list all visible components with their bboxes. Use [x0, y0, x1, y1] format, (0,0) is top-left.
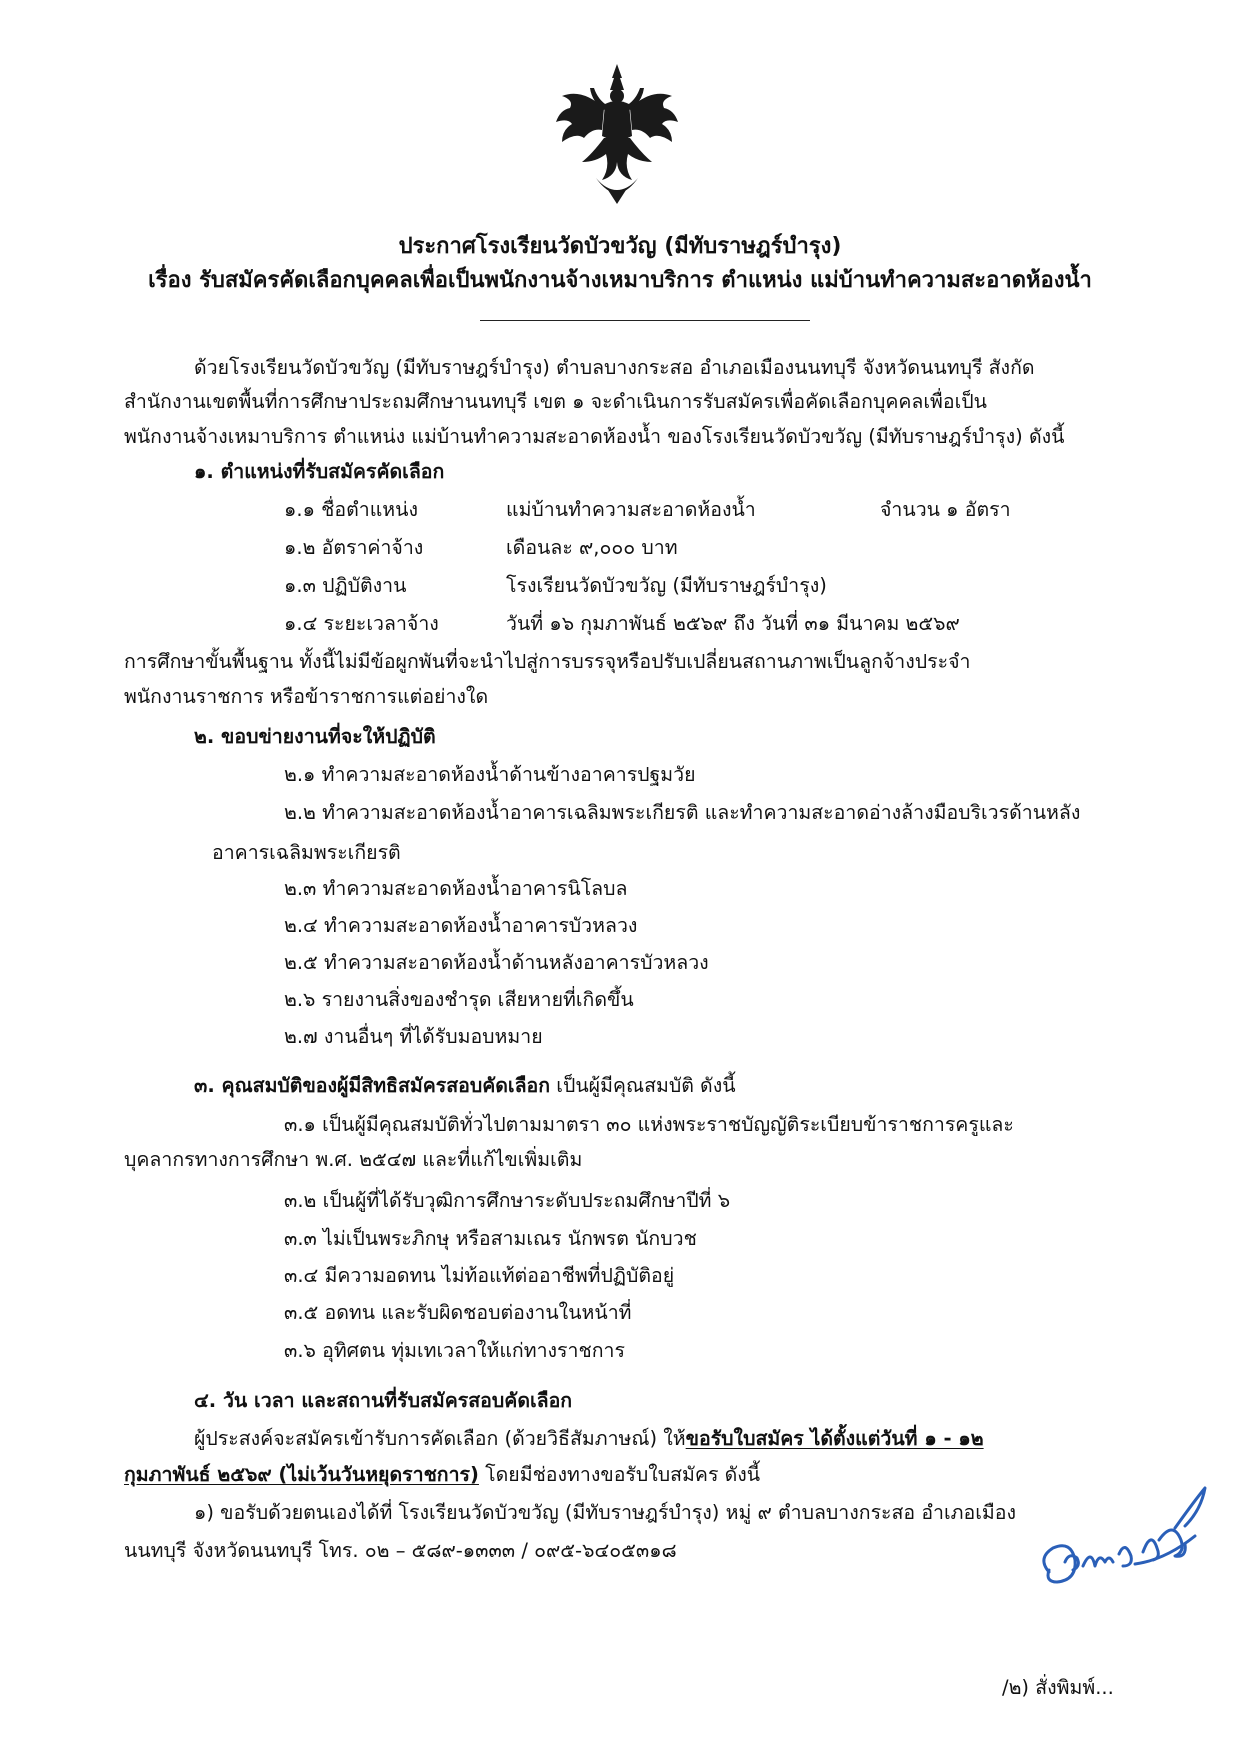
duty-item: ๒.๕ ทำความสะอาดห้องน้ำด้านหลังอาคารบัวหลวง — [284, 951, 709, 974]
wage-label: ๑.๒ อัตราค่าจ้าง — [284, 536, 424, 559]
section3-heading-line — [194, 1073, 736, 1099]
section4-heading: ๔. วัน เวลา และสถานที่รับสมัครสอบคัดเลือก — [194, 1389, 573, 1412]
section3-heading-tail: เป็นผู้มีคุณสมบัติ ดังนี้ — [550, 1074, 736, 1097]
qualification-item: ๓.๑ เป็นผู้มีคุณสมบัติทั่วไปตามมาตรา ๓๐ แห่งพระราชบัญญัติระเบียบข้าราชการครูและ — [284, 1113, 1014, 1136]
intro-line-2: สำนักงานเขตพื้นที่การศึกษาประถมศึกษานนทบุรี เขต ๑ จะดำเนินการรับสมัครเพื่อคัดเลือกบุคคลเพื่อเป็น — [124, 390, 987, 413]
duty-item: ๒.๒ ทำความสะอาดห้องน้ำอาคารเฉลิมพระเกียรติ และทำความสะอาดอ่างล้างมือบริเวรด้านหลัง — [284, 801, 1081, 824]
garuda-emblem — [552, 58, 682, 208]
qualification-item-continued: บุคลากรทางการศึกษา พ.ศ. ๒๕๔๗ และที่แก้ไขเพิ่มเติม — [124, 1148, 583, 1171]
duty-item: ๒.๗ งานอื่นๆ ที่ได้รับมอบหมาย — [284, 1025, 543, 1048]
next-page-marker: /๒) สั่งพิมพ์... — [1002, 1676, 1114, 1699]
position-name-label: ๑.๑ ชื่อตำแหน่ง — [284, 498, 418, 521]
qualification-item: ๓.๓ ไม่เป็นพระภิกษุ หรือสามเณร นักพรต นักบวช — [284, 1227, 697, 1250]
wage-value: เดือนละ ๙,๐๐๐ บาท — [506, 536, 678, 559]
duty-item: ๒.๔ ทำความสะอาดห้องน้ำอาคารบัวหลวง — [284, 914, 638, 937]
intro-line-1: ด้วยโรงเรียนวัดบัวขวัญ (มีทับราษฎร์บำรุง) ตำบลบางกระสอ อำเภอเมืองนนทบุรี จังหวัดนนทบุรี สังกัด — [194, 356, 1035, 379]
section2-heading: ๒. ขอบข่ายงานที่จะให้ปฏิบัติ — [194, 725, 436, 748]
section1-note-line-1: การศึกษาขั้นพื้นฐาน ทั้งนี้ไม่มีข้อผูกพันที่จะนำไปสู่การบรรจุหรือปรับเปลี่ยนสถานภาพเป็นลูกจ้างประจำ — [124, 650, 971, 673]
section1-note-line-2: พนักงานราชการ หรือข้าราชการแต่อย่างใด — [124, 685, 489, 708]
duty-item: ๒.๑ ทำความสะอาดห้องน้ำด้านข้างอาคารปฐมวัย — [284, 763, 696, 786]
position-name-value: แม่บ้านทำความสะอาดห้องน้ำ — [506, 498, 756, 521]
qualification-item: ๓.๕ อดทน และรับผิดชอบต่องานในหน้าที่ — [284, 1301, 632, 1324]
application-dates-emphasis: ขอรับใบสมัคร ได้ตั้งแต่วันที่ ๑ - ๑๒ — [685, 1427, 984, 1450]
application-text: ผู้ประสงค์จะสมัครเข้ารับการคัดเลือก (ด้วยวิธีสัมภาษณ์) ให้ — [194, 1427, 686, 1450]
application-channel-text: โดยมีช่องทางขอรับใบสมัคร ดังนี้ — [478, 1463, 761, 1486]
duty-item-continued: อาคารเฉลิมพระเกียรติ — [212, 841, 401, 864]
channel-item-continued: นนทบุรี จังหวัดนนทบุรี โทร. ๐๒ – ๕๘๙-๑๓๓๓ / ๐๙๕-๖๔๐๕๓๑๘ — [124, 1539, 677, 1562]
workplace-value: โรงเรียนวัดบัวขวัญ (มีทับราษฎร์บำรุง) — [506, 574, 827, 597]
qualification-item: ๓.๖ อุทิศตน ทุ่มเทเวลาให้แก่ทางราชการ — [284, 1339, 625, 1362]
workplace-label: ๑.๓ ปฏิบัติงาน — [284, 574, 407, 597]
position-count: จำนวน ๑ อัตรา — [880, 498, 1011, 521]
application-paragraph-line-2 — [124, 1462, 760, 1488]
qualification-item: ๓.๔ มีความอดทน ไม่ท้อแท้ต่ออาชีพที่ปฏิบัติอยู่ — [284, 1264, 675, 1287]
section3-heading: ๓. คุณสมบัติของผู้มีสิทธิสมัครสอบคัดเลือก — [194, 1074, 551, 1097]
duty-item: ๒.๓ ทำความสะอาดห้องน้ำอาคารนิโลบล — [284, 877, 628, 900]
period-label: ๑.๔ ระยะเวลาจ้าง — [284, 612, 439, 635]
duty-item: ๒.๖ รายงานสิ่งของชำรุด เสียหายที่เกิดขึ้น — [284, 988, 634, 1011]
intro-line-3: พนักงานจ้างเหมาบริการ ตำแหน่ง แม่บ้านทำความสะอาดห้องน้ำ ของโรงเรียนวัดบัวขวัญ (มีทับราษฎร์บำรุง) ดังนี้ — [124, 425, 1065, 448]
title-divider — [480, 320, 810, 321]
section1-heading: ๑. ตำแหน่งที่รับสมัครคัดเลือก — [194, 460, 445, 483]
period-value: วันที่ ๑๖ กุมภาพันธ์ ๒๕๖๙ ถึง วันที่ ๓๑ มีนาคม ๒๕๖๙ — [506, 612, 960, 635]
channel-item: ๑) ขอรับด้วยตนเองได้ที่ โรงเรียนวัดบัวขวัญ (มีทับราษฎร์บำรุง) หมู่ ๙ ตำบลบางกระสอ อำเภอเมือง — [194, 1501, 1016, 1524]
application-paragraph-line-1 — [194, 1426, 984, 1452]
document-title: ประกาศโรงเรียนวัดบัวขวัญ (มีทับราษฎร์บำรุง) — [398, 234, 842, 259]
handwritten-signature — [1035, 1470, 1215, 1610]
qualification-item: ๓.๒ เป็นผู้ที่ได้รับวุฒิการศึกษาระดับประถมศึกษาปีที่ ๖ — [284, 1189, 731, 1212]
document-subject: เรื่อง รับสมัครคัดเลือกบุคคลเพื่อเป็นพนักงานจ้างเหมาบริการ ตำแหน่ง แม่บ้านทำความสะอาดห้องน้ำ — [148, 268, 1092, 293]
application-dates-emphasis-continued: กุมภาพันธ์ ๒๕๖๙ (ไม่เว้นวันหยุดราชการ) — [124, 1463, 479, 1486]
